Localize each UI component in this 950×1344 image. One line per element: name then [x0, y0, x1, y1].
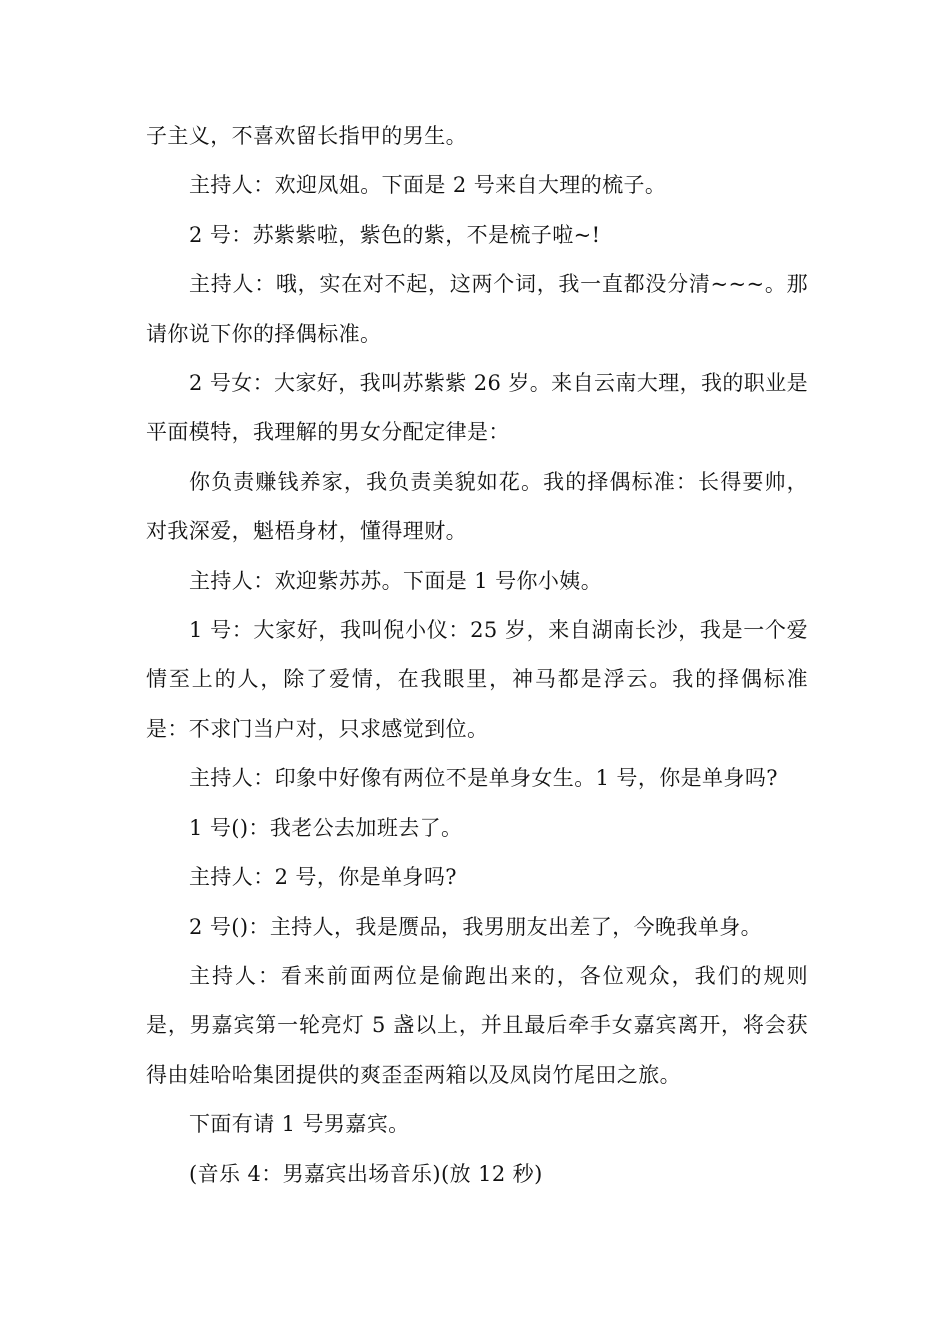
paragraph-male-guest-invite: 下面有请 1 号男嘉宾。: [189, 1112, 410, 1137]
paragraph-guest-1-intro: 1 号：大家好，我叫倪小仪：25 岁，来自湖南长沙，我是一个爱情至上的人，除了爱情，在我眼里，神马都是浮云。我的择偶标准是：不求门当户对，只求感觉到位。: [146, 618, 808, 741]
paragraph-host-welcome-zisusu: 主持人：欢迎紫苏苏。下面是 1 号你小姨。: [189, 568, 603, 593]
paragraph-host-single-question: 主持人：印象中好像有两位不是单身女生。1 号，你是单身吗?: [189, 766, 778, 791]
paragraph-continuation: 子主义，不喜欢留长指甲的男生。: [146, 124, 467, 148]
paragraph-host-question-2: 主持人：2 号，你是单身吗?: [189, 865, 457, 890]
paragraph-guest-1-answer: 1 号()：我老公去加班去了。: [189, 815, 463, 840]
paragraph-host-rules: 主持人：看来前面两位是偷跑出来的，各位观众，我们的规则是，男嘉宾第一轮亮灯 5 盏以上，并且最后牵手女嘉宾离开，将会获得由娃哈哈集团提供的爽歪歪两箱以及凤岗竹尾田之旅。: [146, 963, 808, 1087]
paragraph-host-welcome-fengjie: 主持人：欢迎凤姐。下面是 2 号来自大理的梳子。: [189, 173, 667, 198]
paragraph-guest-2-answer: 2 号()：主持人，我是赝品，我男朋友出差了，今晚我单身。: [189, 914, 763, 939]
paragraph-host-apology: 主持人：哦，实在对不起，这两个词，我一直都没分清~~~。那请你说下你的择偶标准。: [146, 272, 808, 346]
paragraph-music-cue: (音乐 4：男嘉宾出场音乐)(放 12 秒): [189, 1161, 543, 1186]
paragraph-guest-2-standard: 你负责赚钱养家，我负责美貌如花。我的择偶标准：长得要帅，对我深爱，魁梧身材，懂得理财。: [146, 469, 808, 544]
document-body: [146, 112, 808, 1199]
paragraph-guest-2-correction: 2 号：苏紫紫啦，紫色的紫，不是梳子啦~!: [189, 222, 601, 247]
paragraph-guest-2-intro: 2 号女：大家好，我叫苏紫紫 26 岁。来自云南大理，我的职业是平面模特，我理解的男女分配定律是：: [146, 371, 808, 445]
